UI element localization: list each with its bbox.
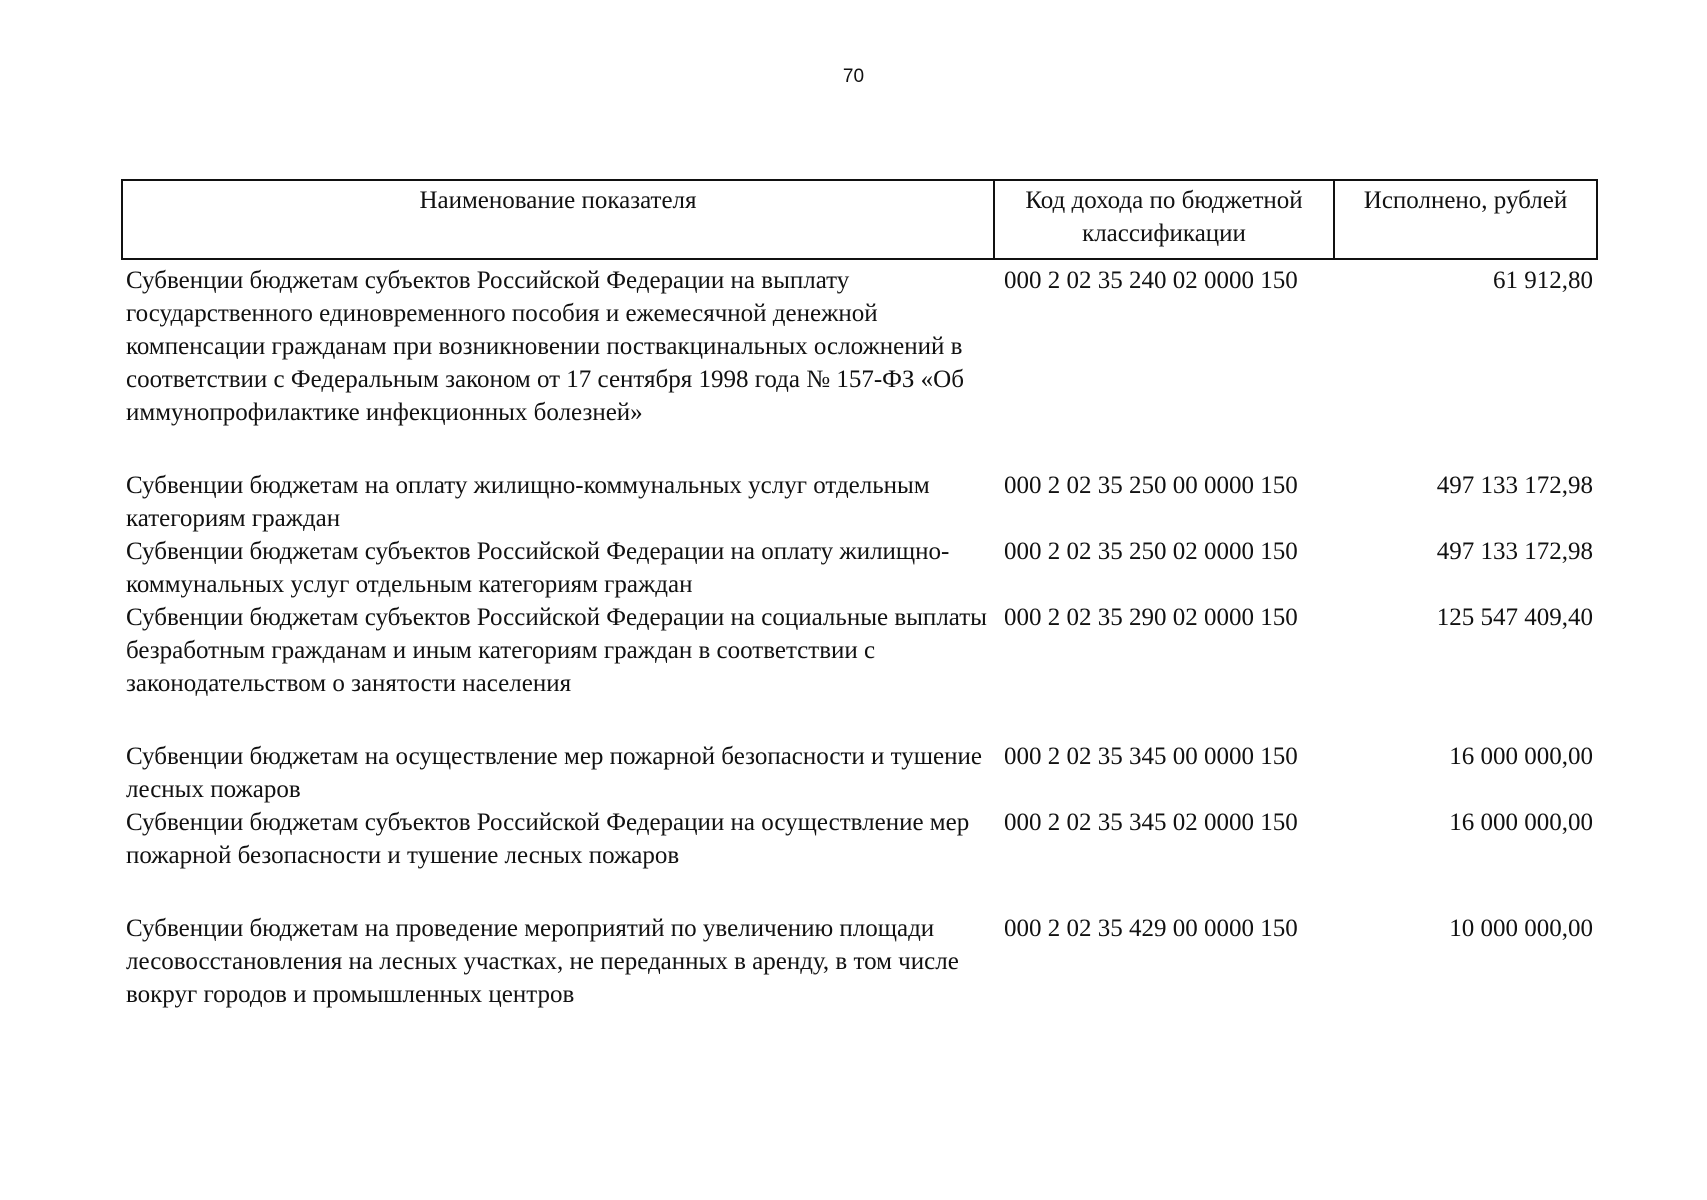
table-row <box>122 740 1597 806</box>
budget-table-container <box>121 179 1596 1011</box>
indicator-name-cell: Субвенции бюджетам на проведение мероприятий по увеличению площади лесовосстановления на лесных участках, не переданных в аренду, в том числе вокруг городов и промышленных центров <box>126 915 959 1008</box>
indicator-name-cell: Субвенции бюджетам на осуществление мер пожарной безопасности и тушение лесных пожаров <box>126 743 982 803</box>
header-row <box>122 180 1597 259</box>
indicator-name-cell: Субвенции бюджетам субъектов Российской Федерации на выплату государственного единовременного пособия и ежемесячной денежной компенсации гражданам при возникновении поствакцинальных осложнений в соответствии с Федеральным законом от 17 сентября 1998 года № 157-ФЗ «Об иммунопрофилактике инфекционных болезней» <box>126 267 964 426</box>
indicator-name-cell: Субвенции бюджетам на оплату жилищно-коммунальных услуг отдельным категориям граждан <box>126 472 930 532</box>
executed-amount-cell: 16 000 000,00 <box>1449 809 1593 836</box>
indicator-name-cell: Субвенции бюджетам субъектов Российской Федерации на оплату жилищно-коммунальных услуг отдельным категориям граждан <box>126 538 950 598</box>
indicator-name-cell: Субвенции бюджетам субъектов Российской Федерации на социальные выплаты безработным гражданам и иным категориям граждан в соответствии с законодательством о занятости населения <box>126 604 987 697</box>
table-row <box>122 535 1597 601</box>
header-revenue-code: Код дохода по бюджетной классификации <box>994 180 1334 259</box>
executed-amount-cell: 61 912,80 <box>1493 267 1593 294</box>
table-body <box>122 259 1597 1011</box>
revenue-code-cell: 000 2 02 35 250 02 0000 150 <box>1004 538 1298 565</box>
executed-amount-cell: 125 547 409,40 <box>1436 604 1593 631</box>
executed-amount-cell: 10 000 000,00 <box>1449 915 1593 942</box>
table-row <box>122 601 1597 740</box>
executed-amount-cell: 497 133 172,98 <box>1436 538 1593 565</box>
executed-amount-cell: 497 133 172,98 <box>1436 472 1593 499</box>
revenue-code-cell: 000 2 02 35 250 00 0000 150 <box>1004 472 1298 499</box>
table-row <box>122 469 1597 535</box>
revenue-code-cell: 000 2 02 35 429 00 0000 150 <box>1004 915 1298 942</box>
table-header <box>122 180 1597 259</box>
header-indicator-name: Наименование показателя <box>122 180 994 259</box>
header-executed-amount: Исполнено, рублей <box>1334 180 1597 259</box>
revenue-code-cell: 000 2 02 35 240 02 0000 150 <box>1004 267 1298 294</box>
table-row <box>122 912 1597 1011</box>
table-row <box>122 259 1597 469</box>
executed-amount-cell: 16 000 000,00 <box>1449 743 1593 770</box>
indicator-name-cell: Субвенции бюджетам субъектов Российской Федерации на осуществление мер пожарной безопасности и тушение лесных пожаров <box>126 809 970 869</box>
budget-revenue-table <box>121 179 1598 1011</box>
revenue-code-cell: 000 2 02 35 345 02 0000 150 <box>1004 809 1298 836</box>
revenue-code-cell: 000 2 02 35 290 02 0000 150 <box>1004 604 1298 631</box>
table-row <box>122 806 1597 912</box>
revenue-code-cell: 000 2 02 35 345 00 0000 150 <box>1004 743 1298 770</box>
page-number: 70 <box>842 66 865 87</box>
